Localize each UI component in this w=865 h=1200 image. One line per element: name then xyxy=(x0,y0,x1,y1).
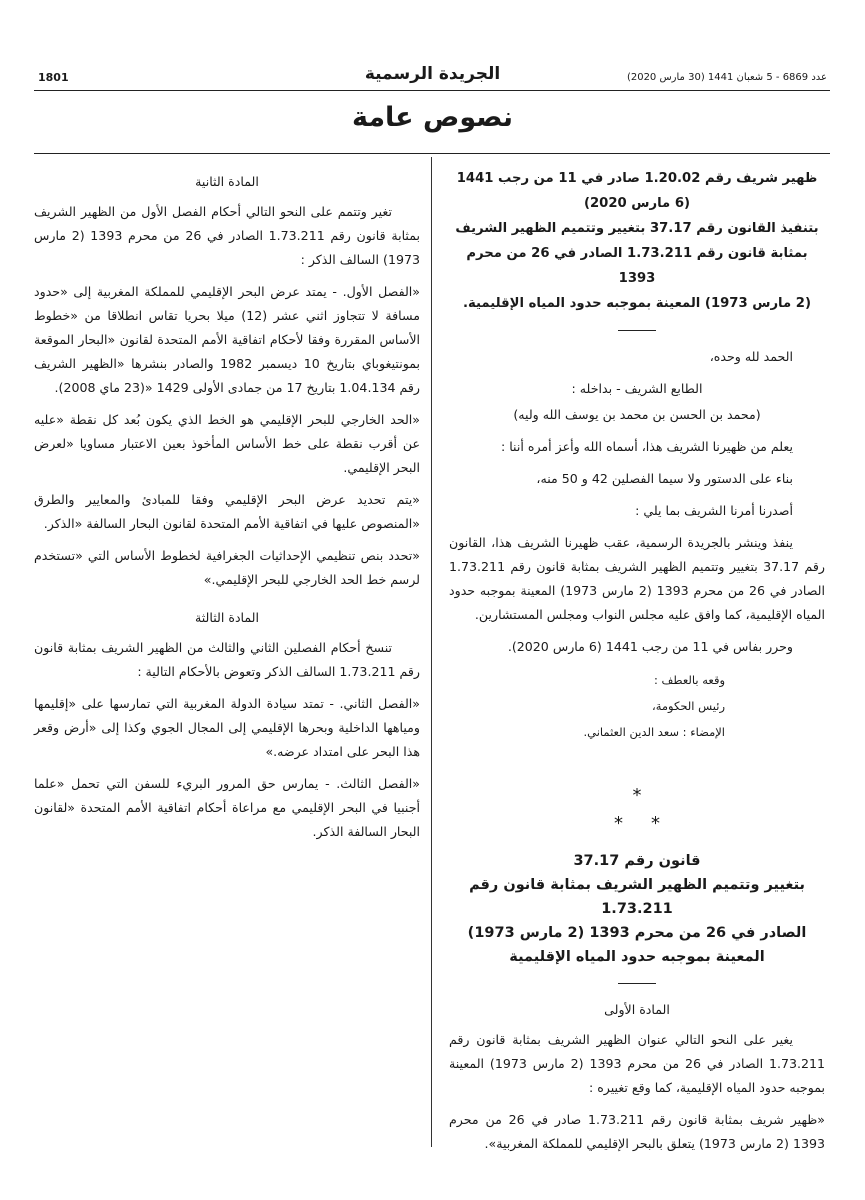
article-3-paragraph: «الفصل الثالث. - يمارس حق المرور البريء للسفن التي تحمل «علما أجنبيا في البحر الإقليمي مع مراعاة أحكام اتفاقية الأمم المتحدة «لقانون البحار السالفة الذكر. xyxy=(34,776,420,839)
law-title xyxy=(449,849,825,969)
based-on-line: بناء على الدستور ولا سيما الفصلين 42 و 50 منه، xyxy=(536,471,793,486)
article-1-title: المادة الأولى xyxy=(604,1002,670,1017)
page-number: 1801 xyxy=(38,71,69,84)
dahir-title-line: ظهير شريف رقم 1.20.02 صادر في 11 من رجب 1441 (6 مارس 2020) xyxy=(456,171,818,211)
short-separator xyxy=(618,330,656,331)
article-2-paragraph: «الفصل الأول. - يمتد عرض البحر الإقليمي للمملكة المغربية إلى «حدود مسافة لا تتجاوز اثني عشر (12) ميلا بحريا تقاس انطلاقا من «خطوط الأساس المقررة وفقا لأحكام اتفاقية الأمم المتحدة لقانون «البحار الموقعة بمونتيغوباي بتاريخ 10 ديسمبر 1982 والصادر بنشرها «الظهير الشريف رقم 1.04.134 بتاريخ 17 من جمادى الأولى 1429 «(23 ماي 2008). xyxy=(34,284,420,395)
dahir-title-line: (2 مارس 1973) المعينة بموجبه حدود المياه الإقليمية. xyxy=(463,296,811,311)
law-title-line: المعينة بموجبه حدود المياه الإقليمية xyxy=(509,949,765,965)
decided-line: أصدرنا أمرنا الشريف بما يلي : xyxy=(635,503,793,518)
article-2-title: المادة الثانية xyxy=(195,174,259,189)
article-1-text: يغير على النحو التالي عنوان الظهير الشريف بمثابة قانون رقم 1.73.211 الصادر في 26 من محرم 1393 (2 مارس 1973) المعينة بموجبه حدود المياه الإقليمية، كما وقع تغييره : xyxy=(449,1032,826,1095)
article-2-paragraph: «الحد الخارجي للبحر الإقليمي هو الخط الذي يكون بُعد كل نقطة «عليه عن أقرب نقطة على خط الأساس المأخوذ بعين الاعتبار مساويا «لعرض البحر الإقليمي. xyxy=(34,412,420,475)
right-column xyxy=(449,166,825,1164)
article-1-quote: «ظهير شريف بمثابة قانون رقم 1.73.211 صادر في 26 من محرم 1393 (2 مارس 1973) يتعلق بالبحر الإقليمي للمملكة المغربية». xyxy=(449,1112,825,1151)
star-separator xyxy=(449,785,825,835)
header-rule xyxy=(34,90,830,91)
short-separator xyxy=(618,983,656,984)
journal-name: الجريدة الرسمية xyxy=(364,64,501,84)
left-column xyxy=(34,166,420,852)
law-title-line: قانون رقم 37.17 xyxy=(573,853,701,869)
praise-line: الحمد لله وحده، xyxy=(709,349,793,364)
title-rule xyxy=(34,153,830,154)
seal-name: (محمد بن الحسن بن محمد بن يوسف الله وليه) xyxy=(513,407,761,422)
seal-label: الطابع الشريف - بداخله : xyxy=(571,381,703,396)
head-of-government: رئيس الحكومة، xyxy=(652,699,725,713)
signature-line: الإمضاء : سعد الدين العثماني. xyxy=(583,725,725,739)
execution-text: ينفذ وينشر بالجريدة الرسمية، عقب ظهيرنا الشريف هذا، القانون رقم 37.17 بتغيير وتتميم الظهير الشريف بمثابة قانون رقم 1.73.211 الصادر في 26 من محرم 1393 (2 مارس 1973) المعينة بموجبه حدود المياه الإقليمية، كما وافق عليه مجلس النواب ومجلس المستشارين. xyxy=(449,535,826,622)
done-at-line: وحرر بفاس في 11 من رجب 1441 (6 مارس 2020). xyxy=(507,639,793,654)
dahir-title-line: بمثابة قانون رقم 1.73.211 الصادر في 26 من محرم 1393 xyxy=(466,246,808,286)
star-glyph: * xyxy=(651,813,660,834)
announce-line: يعلم من ظهيرنا الشريف هذا، أسماه الله وأعز أمره أننا : xyxy=(500,439,793,454)
issue-info: عدد 6869 - 5 شعبان 1441 (30 مارس 2020) xyxy=(626,72,827,83)
article-3-paragraph: «الفصل الثاني. - تمتد سيادة الدولة المغربية التي تمارسها على «إقليمها ومياهها الداخلية وبحرها الإقليمي إلى المجال الجوي وكذا إلى «أرض وقعر هذا البحر على امتداد عرضه.» xyxy=(34,696,420,759)
law-title-line: بتغيير وتتميم الظهير الشريف بمثابة قانون رقم 1.73.211 xyxy=(469,877,805,917)
article-2-paragraph: «يتم تحديد عرض البحر الإقليمي وفقا للمبادئ والمعايير والطرق «المنصوص عليها في اتفاقية الأمم المتحدة لقانون البحار السالفة «الذكر. xyxy=(34,492,420,531)
article-3-title: المادة الثالثة xyxy=(194,610,260,625)
countersign-label: وقعه بالعطف : xyxy=(653,673,725,687)
article-2-intro: تغير وتتمم على النحو التالي أحكام الفصل الأول من الظهير الشريف بمثابة قانون رقم 1.73.211 الصادر في 26 من محرم 1393 (2 مارس 1973) السالف الذكر : xyxy=(34,204,421,267)
column-divider xyxy=(431,157,432,1147)
section-title: نصوص عامة xyxy=(351,102,514,133)
article-2-paragraph: «تحدد بنص تنظيمي الإحداثيات الجغرافية لخطوط الأساس التي «تستخدم لرسم خط الحد الخارجي للبحر الإقليمي.» xyxy=(34,548,420,587)
article-3-intro: تنسخ أحكام الفصلين الثاني والثالث من الظهير الشريف بمثابة قانون رقم 1.73.211 السالف الذكر وتعوض بالأحكام التالية : xyxy=(34,640,420,679)
dahir-title xyxy=(449,166,825,316)
star-glyph: * xyxy=(632,785,642,806)
law-title-line: الصادر في 26 من محرم 1393 (2 مارس 1973) xyxy=(467,925,807,941)
star-glyph: * xyxy=(614,813,623,834)
dahir-title-line: بتنفيذ القانون رقم 37.17 بتغيير وتتميم الظهير الشريف xyxy=(455,221,819,236)
